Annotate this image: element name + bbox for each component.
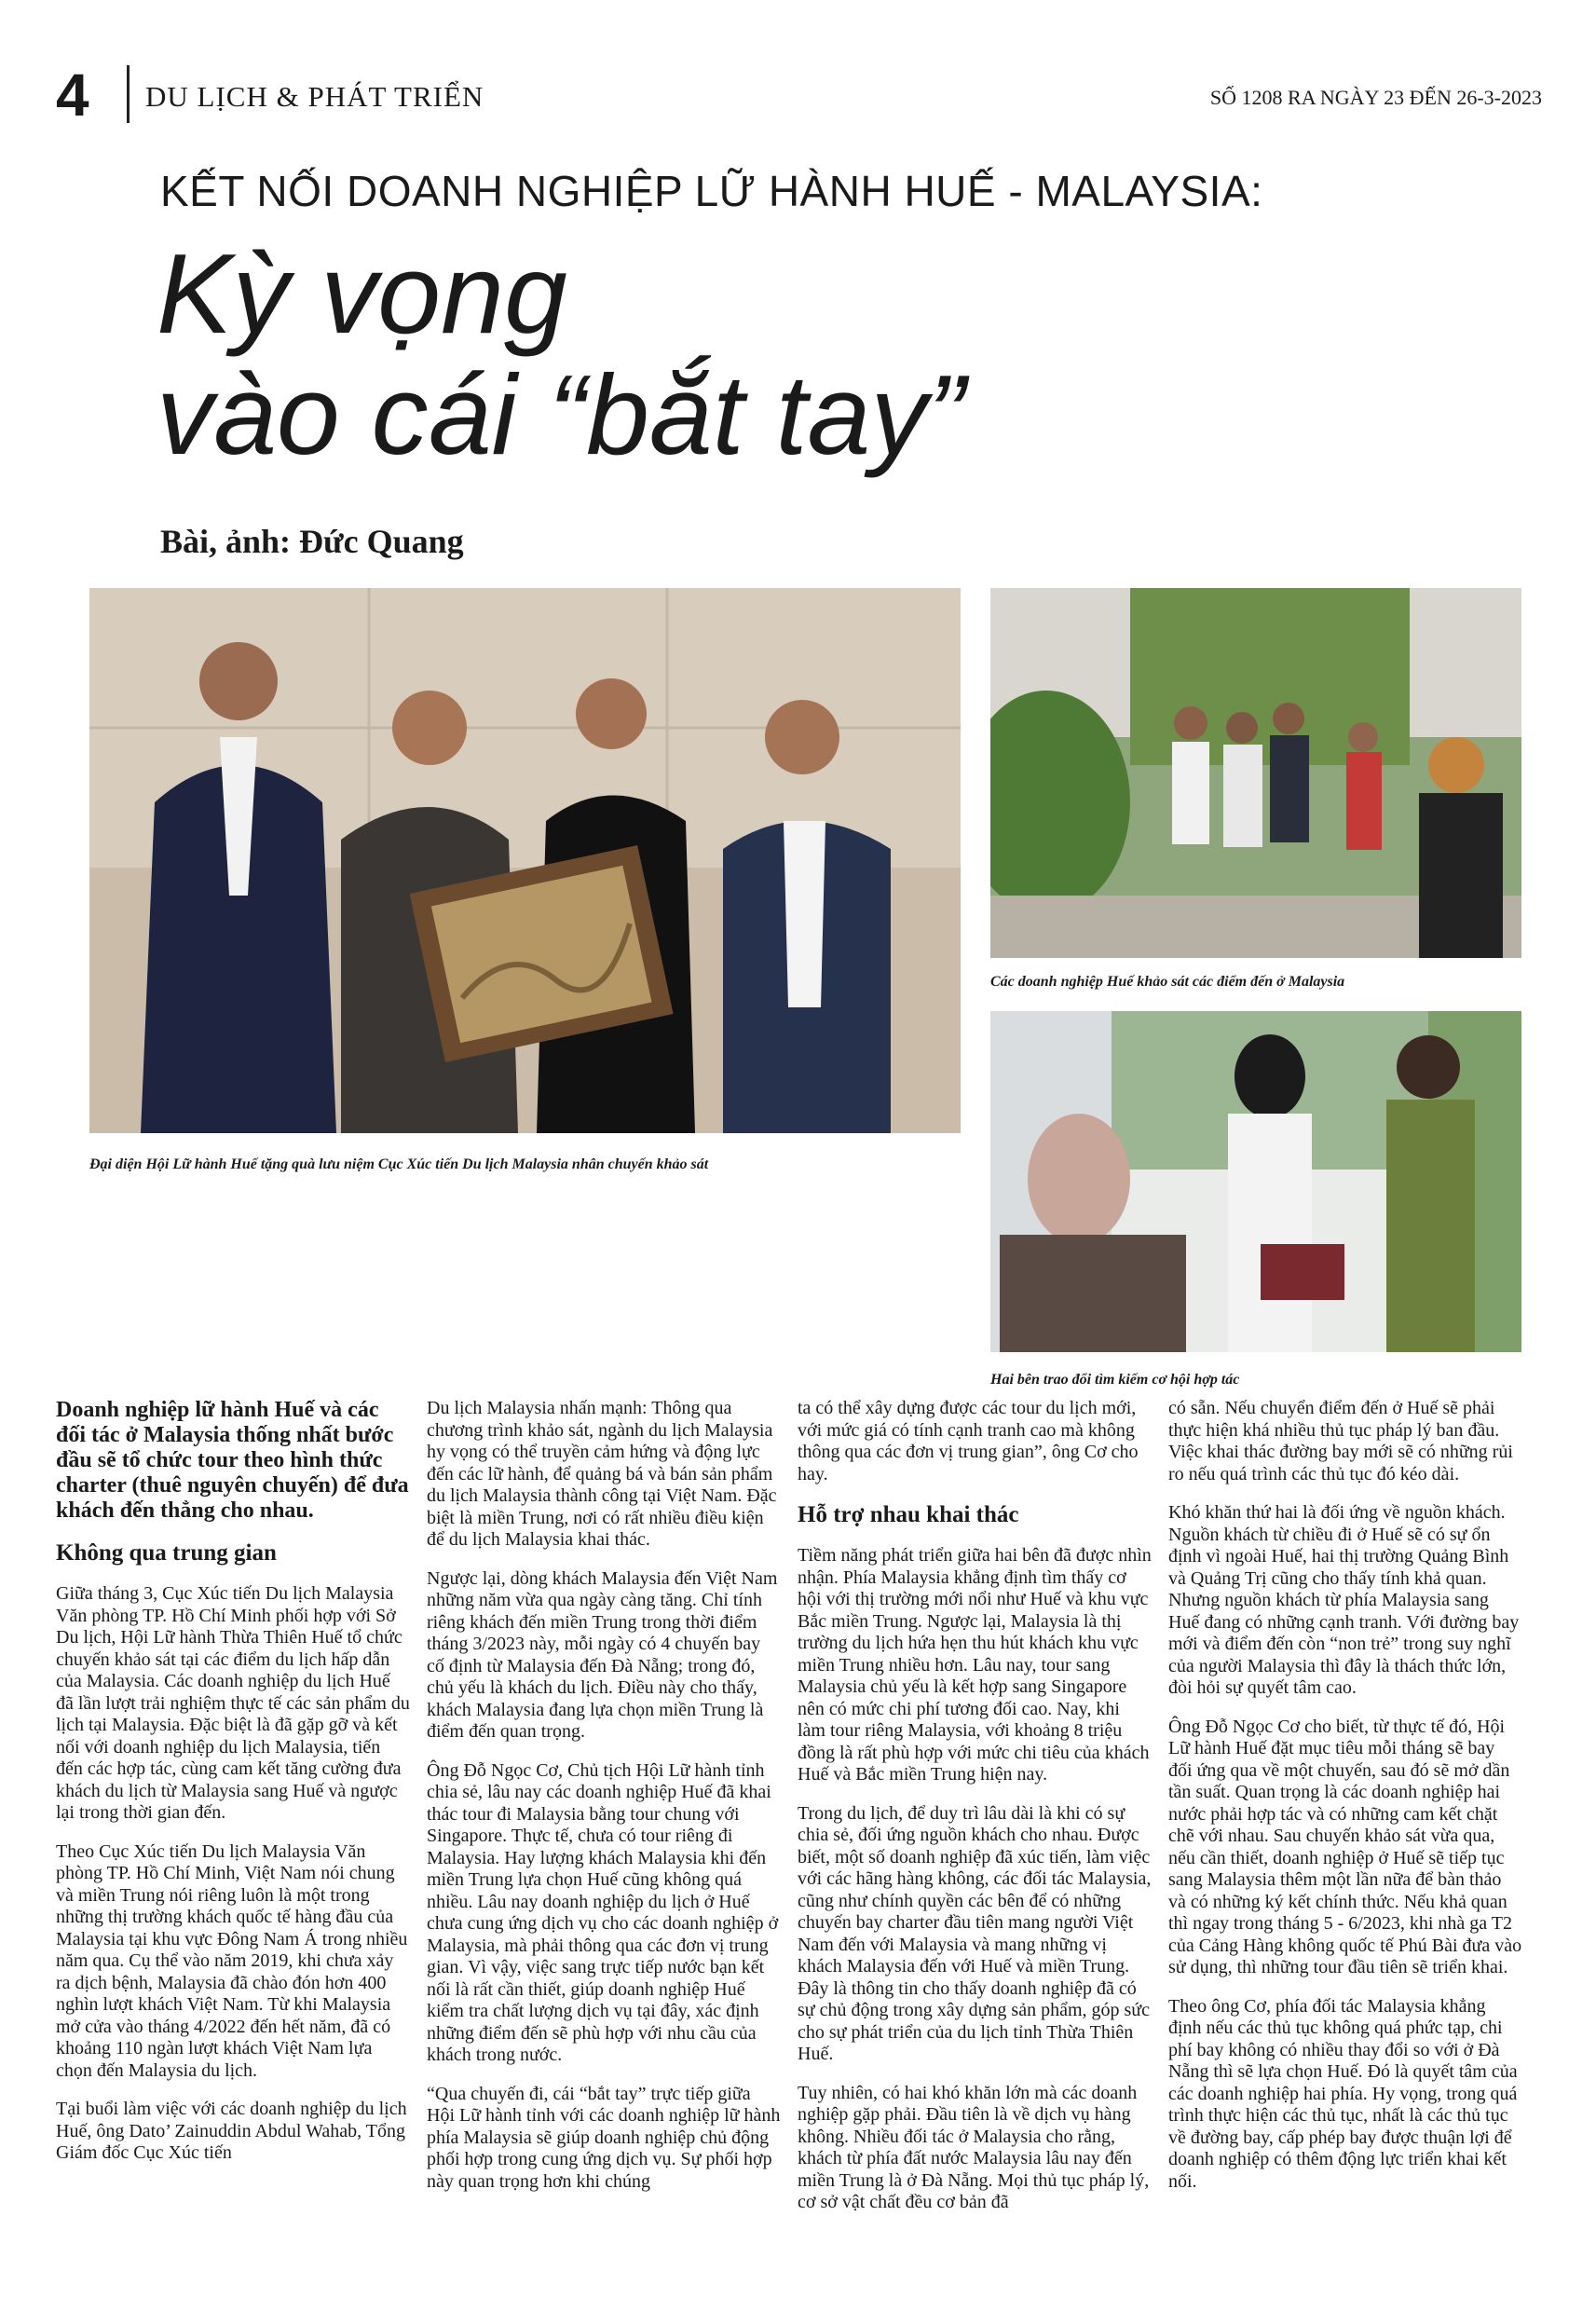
main-photo [89,588,961,1133]
paragraph: Ông Đỗ Ngọc Cơ cho biết, từ thực tế đó, Hội Lữ hành Huế đặt mục tiêu mỗi tháng sẽ bay đối ứng qua về một chuyến, sau đó sẽ mở dần tần suất. Quan trọng là các doanh nghiệp hai nước phải hợp tác và có những cam kết chặt chẽ với nhau. Sau chuyến khảo sát vừa qua, nếu cần thiết, doanh nghiệp ở Huế sẽ tiếp tục sang Malaysia thêm một lần nữa để bàn thảo và có những ký kết chính thức. Nếu khả quan thì ngay trong tháng 5 - 6/2023, khi nhà ga T2 của Cảng Hàng không quốc tế Phú Bài đưa vào sử dụng, thì những tour đầu tiên sẽ triển khai. [1168,1716,1522,1977]
article-lead: Doanh nghiệp lữ hành Huế và các đối tác ở Malaysia thống nhất bước đầu sẽ tổ chức tour theo hình thức charter (thuê nguyên chuyến) để đưa khách đến thẳng cho nhau. [56,1398,409,1523]
column-3 [798,1398,1152,2283]
subhead-1: Không qua trung gian [56,1540,277,1566]
paragraph: Theo Cục Xúc tiến Du lịch Malaysia Văn phòng TP. Hồ Chí Minh, Việt Nam nói chung và miền Trung nói riêng luôn là một trong những thị trường khách quốc tế hàng đầu của Malaysia tại khu vực Đông Nam Á trong nhiều năm qua. Cụ thể vào năm 2019, khi chưa xảy ra dịch bệnh, Malaysia đã chào đón hơn 400 nghìn lượt khách Việt Nam. Từ khi Malaysia mở cửa vào tháng 4/2022 đến hết năm, đã có khoảng 110 ngàn lượt khách Việt Nam lựa chọn đến Malaysia du lịch. [56,1840,408,2081]
article-headline [157,230,965,478]
bottom-right-photo-caption: Hai bên trao đổi tìm kiếm cơ hội hợp tác [990,1372,1240,1388]
paragraph: Du lịch Malaysia nhấn mạnh: Thông qua chương trình khảo sát, ngành du lịch Malaysia hy vọng có thể truyền cảm hứng và động lực đến các lữ hành, để quảng bá và bán sản phẩm du lịch Malaysia thành công tại Việt Nam. Đặc biệt là miền Trung, nơi có rất nhiều điều kiện để du lịch Malaysia khai thác. [427,1398,777,1550]
article-byline: Bài, ảnh: Đức Quang [160,523,464,560]
paragraph: ta có thể xây dựng được các tour du lịch mới, với mức giá có tính cạnh tranh cao mà không thông qua các đơn vị trung gian”, ông Cơ cho hay. [798,1398,1139,1484]
headline-line-2: vào cái “bắt tay” [157,351,965,478]
top-right-photo [990,588,1521,958]
paragraph: Theo ông Cơ, phía đối tác Malaysia khẳng định nếu các thủ tục không quá phức tạp, chi phí bay không có nhiều thay đổi so với ở Đà Nẵng thì sẽ lựa chọn Huế. Đó là quyết tâm của các doanh nghiệp hai phía. Hy vọng, trong quá trình thực hiện các thủ tục, nhất là các thủ tục về đường bay, cấp phép bay được thuận lợi để doanh nghiệp có thêm động lực triển khai kết nối. [1168,1995,1518,2192]
subhead-2: Hỗ trợ nhau khai thác [798,1502,1019,1527]
page-header [56,58,1542,142]
paragraph: Khó khăn thứ hai là đối ứng về nguồn khách. Nguồn khách từ chiều đi ở Huế sẽ có sự ổn định vì ngoài Huế, hai thị trường Quảng Bình và Quảng Trị cũng cho thấy tính khả quan. Nhưng nguồn khách từ phía Malaysia sang Huế đang có những cạnh tranh. Với đường bay mới và điểm đến còn “non trẻ” trong suy nghĩ của người Malaysia thì đây là thách thức lớn, đòi hỏi sự quyết tâm cao. [1168,1502,1520,1698]
main-photo-caption: Đại diện Hội Lữ hành Huế tặng quà lưu niệm Cục Xúc tiến Du lịch Malaysia nhân chuyến khảo sát [89,1156,709,1172]
article-kicker: KẾT NỐI DOANH NGHIỆP LỮ HÀNH HUẾ - MALAYSIA: [160,167,1263,215]
page-number: 4 [56,62,89,129]
bottom-right-photo [990,1011,1521,1352]
paragraph: “Qua chuyến đi, cái “bắt tay” trực tiếp giữa Hội Lữ hành tỉnh với các doanh nghiệp lữ hành phía Malaysia sẽ giúp doanh nghiệp chủ động phối hợp trong cung ứng dịch vụ. Sự phối hợp này quan trọng hơn khi chúng [427,2083,781,2192]
paragraph: Trong du lịch, để duy trì lâu dài là khi có sự chia sẻ, đối ứng nguồn khách cho nhau. Được biết, một số doanh nghiệp đã xúc tiến, làm việc với các hãng hàng không, các đối tác Malaysia, cũng như chính quyền các bên để có những chuyến bay charter đầu tiên mang người Việt Nam đến với Malaysia và mang những vị khách Malaysia đến với Huế và miền Trung. Đây là thông tin cho thấy doanh nghiệp đã có sự chủ động trong xây dựng sản phẩm, góp sức cho sự phát triển của du lịch tỉnh Thừa Thiên Huế. [798,1802,1152,2064]
header-divider [127,65,130,123]
paragraph: có sẵn. Nếu chuyển điểm đến ở Huế sẽ phải thực hiện khá nhiều thủ tục pháp lý ban đầu. Việc khai thác đường bay mới sẽ có những rủi ro nếu quá trình các thủ tục đó kéo dài. [1168,1398,1513,1484]
top-right-photo-caption: Các doanh nghiệp Huế khảo sát các điểm đến ở Malaysia [990,974,1345,990]
paragraph: Tiềm năng phát triển giữa hai bên đã được nhìn nhận. Phía Malaysia khẳng định tìm thấy cơ hội với thị trường mới nổi như Huế và khu vực Bắc miền Trung. Ngược lại, Malaysia là thị trường du lịch hứa hẹn thu hút khách khu vực miền Trung nhiều hơn. Lâu nay, tour sang Malaysia chủ yếu là kết hợp sang Singapore nên có mức chi phí tương đối cao. Nay, khi làm tour riêng Malaysia, với khoảng 8 triệu đồng là rất phù hợp với mức chi tiêu của khách Huế và Bắc miền Trung hiện nay. [798,1545,1152,1785]
column-1 [56,1398,410,2283]
paragraph: Ngược lại, dòng khách Malaysia đến Việt Nam những năm vừa qua ngày càng tăng. Chỉ tính riêng khách đến miền Trung trong thời điểm tháng 3/2023 này, mỗi ngày có 4 chuyến bay cố định từ Malaysia đến Đà Nẵng; trong đó, chủ yếu là khách du lịch. Điều này cho thấy, khách Malaysia đang lựa chọn miền Trung là điểm đến quan trọng. [427,1567,778,1742]
headline-line-1: Kỳ vọng [157,230,567,357]
paragraph: Ông Đỗ Ngọc Cơ, Chủ tịch Hội Lữ hành tỉnh chia sẻ, lâu nay các doanh nghiệp Huế đã khai thác tour đi Malaysia bằng tour chung với Singapore. Thực tế, chưa có tour riêng đi Malaysia. Hay lượng khách Malaysia khi đến miền Trung lựa chọn Huế cũng không quá nhiều. Lâu nay doanh nghiệp du lịch ở Huế chưa cung ứng dịch vụ cho các doanh nghiệp ở Malaysia, mà phải thông qua các đơn vị trung gian. Vì vậy, việc sang trực tiếp nước bạn kết nối là rất cần thiết, giúp doanh nghiệp Huế kiểm tra chất lượng dịch vụ tại đây, xác định những điểm đến sẽ phù hợp với nhu cầu của khách trong nước. [427,1759,779,2065]
paragraph: Tuy nhiên, có hai khó khăn lớn mà các doanh nghiệp gặp phải. Đầu tiên là về dịch vụ hàng không. Nhiều đối tác ở Malaysia cho rằng, khách từ phía đất nước Malaysia lâu nay đến miền Trung là ở Đà Nẵng. Mọi thủ tục pháp lý, cơ sở vật chất đều cơ bản đã [798,2082,1150,2212]
paragraph: Giữa tháng 3, Cục Xúc tiến Du lịch Malaysia Văn phòng TP. Hồ Chí Minh phối hợp với Sở Du lịch, Hội Lữ hành Thừa Thiên Huế tổ chức chuyến khảo sát tại các điểm du lịch hấp dẫn của Malaysia. Các doanh nghiệp du lịch Huế đã lần lượt trải nghiệm thực tế các sản phẩm du lịch tại Malaysia. Đặc biệt là đã gặp gỡ và kết nối với doanh nghiệp du lịch Malaysia, tiến đến các hợp tác, cùng cam kết tăng cường đưa khách du lịch từ Malaysia sang Huế và ngược lại trong thời gian đến. [56,1583,410,1823]
paragraph: Tại buổi làm việc với các doanh nghiệp du lịch Huế, ông Dato’ Zainuddin Abdul Wahab, Tổng Giám đốc Cục Xúc tiến [56,2099,407,2163]
column-4 [1168,1398,1522,2283]
column-2 [427,1398,781,2283]
issue-info: SỐ 1208 RA NGÀY 23 ĐẾN 26-3-2023 [1209,86,1542,109]
section-name: DU LỊCH & PHÁT TRIỂN [145,80,484,113]
